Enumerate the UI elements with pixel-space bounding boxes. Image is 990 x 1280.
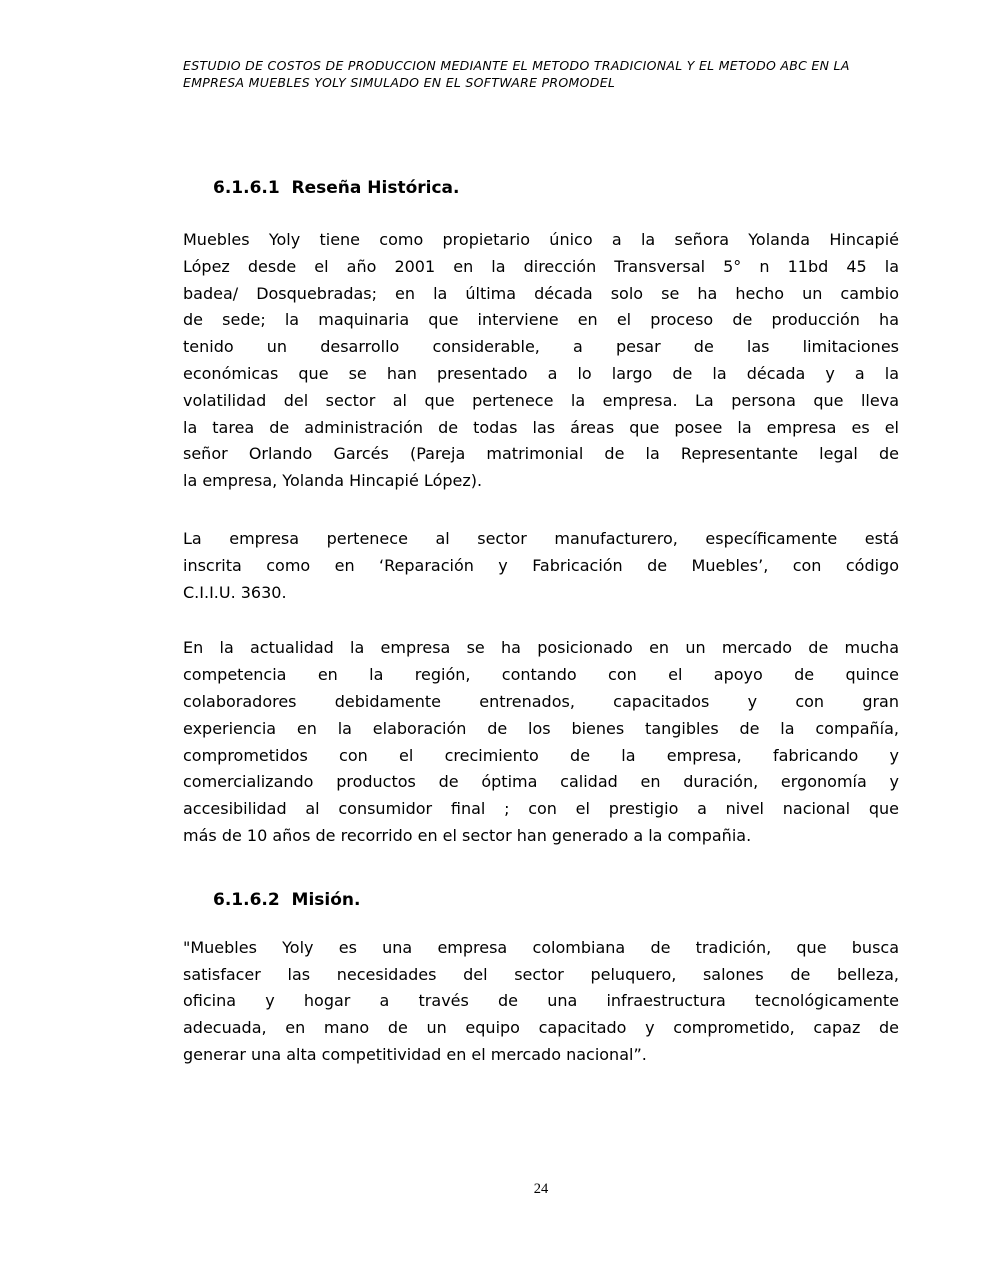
- paragraph-sector-manufacturero: [183, 526, 899, 606]
- text-line: económicas que se han presentado a lo largo de la década y a la: [183, 363, 899, 383]
- text-line: "Muebles Yoly es una empresa colombiana de tradición, que busca: [183, 937, 899, 957]
- paragraph-resena-historica: [183, 227, 899, 495]
- section-heading-mision: 6.1.6.2 Misión.: [213, 889, 361, 910]
- text-line: accesibilidad al consumidor final ; con el prestigio a nivel nacional que: [183, 799, 899, 819]
- paragraph-mision: [183, 935, 899, 1069]
- text-line: C.I.I.U. 3630.: [183, 582, 287, 602]
- text-line: satisfacer las necesidades del sector peluquero, salones de belleza,: [183, 964, 899, 984]
- text-line: experiencia en la elaboración de los bienes tangibles de la compañía,: [183, 718, 899, 738]
- page-content: [183, 57, 899, 1069]
- text-line: tenido un desarrollo considerable, a pesar de las limitaciones: [183, 337, 899, 357]
- text-line: badea/ Dosquebradas; en la última década solo se ha hecho un cambio: [183, 283, 899, 303]
- text-line: competencia en la región, contando con el apoyo de quince: [183, 665, 899, 685]
- text-line: más de 10 años de recorrido en el sector han generado a la compañia.: [183, 825, 752, 845]
- text-line: señor Orlando Garcés (Pareja matrimonial de la Representante legal de: [183, 444, 899, 464]
- text-line: Muebles Yoly tiene como propietario único a la señora Yolanda Hincapié: [183, 230, 899, 249]
- paragraph-actualidad: [183, 635, 899, 849]
- text-line: generar una alta competitividad en el mercado nacional”.: [183, 1044, 647, 1064]
- section-heading-resena-historica: 6.1.6.1 Reseña Histórica.: [213, 178, 460, 198]
- text-line: La empresa pertenece al sector manufacturero, específicamente está: [183, 528, 899, 548]
- text-line: inscrita como en ‘Reparación y Fabricación de Muebles’, con código: [183, 555, 899, 575]
- text-line: colaboradores debidamente entrenados, capacitados y con gran: [183, 691, 899, 711]
- text-line: En la actualidad la empresa se ha posicionado en un mercado de mucha: [183, 638, 899, 658]
- running-header-line-2: EMPRESA MUEBLES YOLY SIMULADO EN EL SOFTWARE PROMODEL: [183, 75, 616, 90]
- text-line: comercializando productos de óptima calidad en duración, ergonomía y: [183, 772, 899, 792]
- running-header: [183, 57, 899, 91]
- text-line: adecuada, en mano de un equipo capacitado y comprometido, capaz de: [183, 1018, 899, 1038]
- text-line: volatilidad del sector al que pertenece la empresa. La persona que lleva: [183, 390, 899, 410]
- text-line: oficina y hogar a través de una infraestructura tecnológicamente: [183, 991, 899, 1011]
- text-line: de sede; la maquinaria que interviene en el proceso de producción ha: [183, 310, 899, 330]
- page-number: 24: [533, 1181, 549, 1197]
- running-header-line-1: ESTUDIO DE COSTOS DE PRODUCCION MEDIANTE EL METODO TRADICIONAL Y EL METODO ABC EN LA: [183, 58, 850, 73]
- text-line: López desde el año 2001 en la dirección Transversal 5° n 11bd 45 la: [183, 256, 899, 276]
- text-line: la empresa, Yolanda Hincapié López).: [183, 471, 483, 491]
- text-line: la tarea de administración de todas las áreas que posee la empresa es el: [183, 417, 899, 437]
- text-line: comprometidos con el crecimiento de la empresa, fabricando y: [183, 745, 899, 765]
